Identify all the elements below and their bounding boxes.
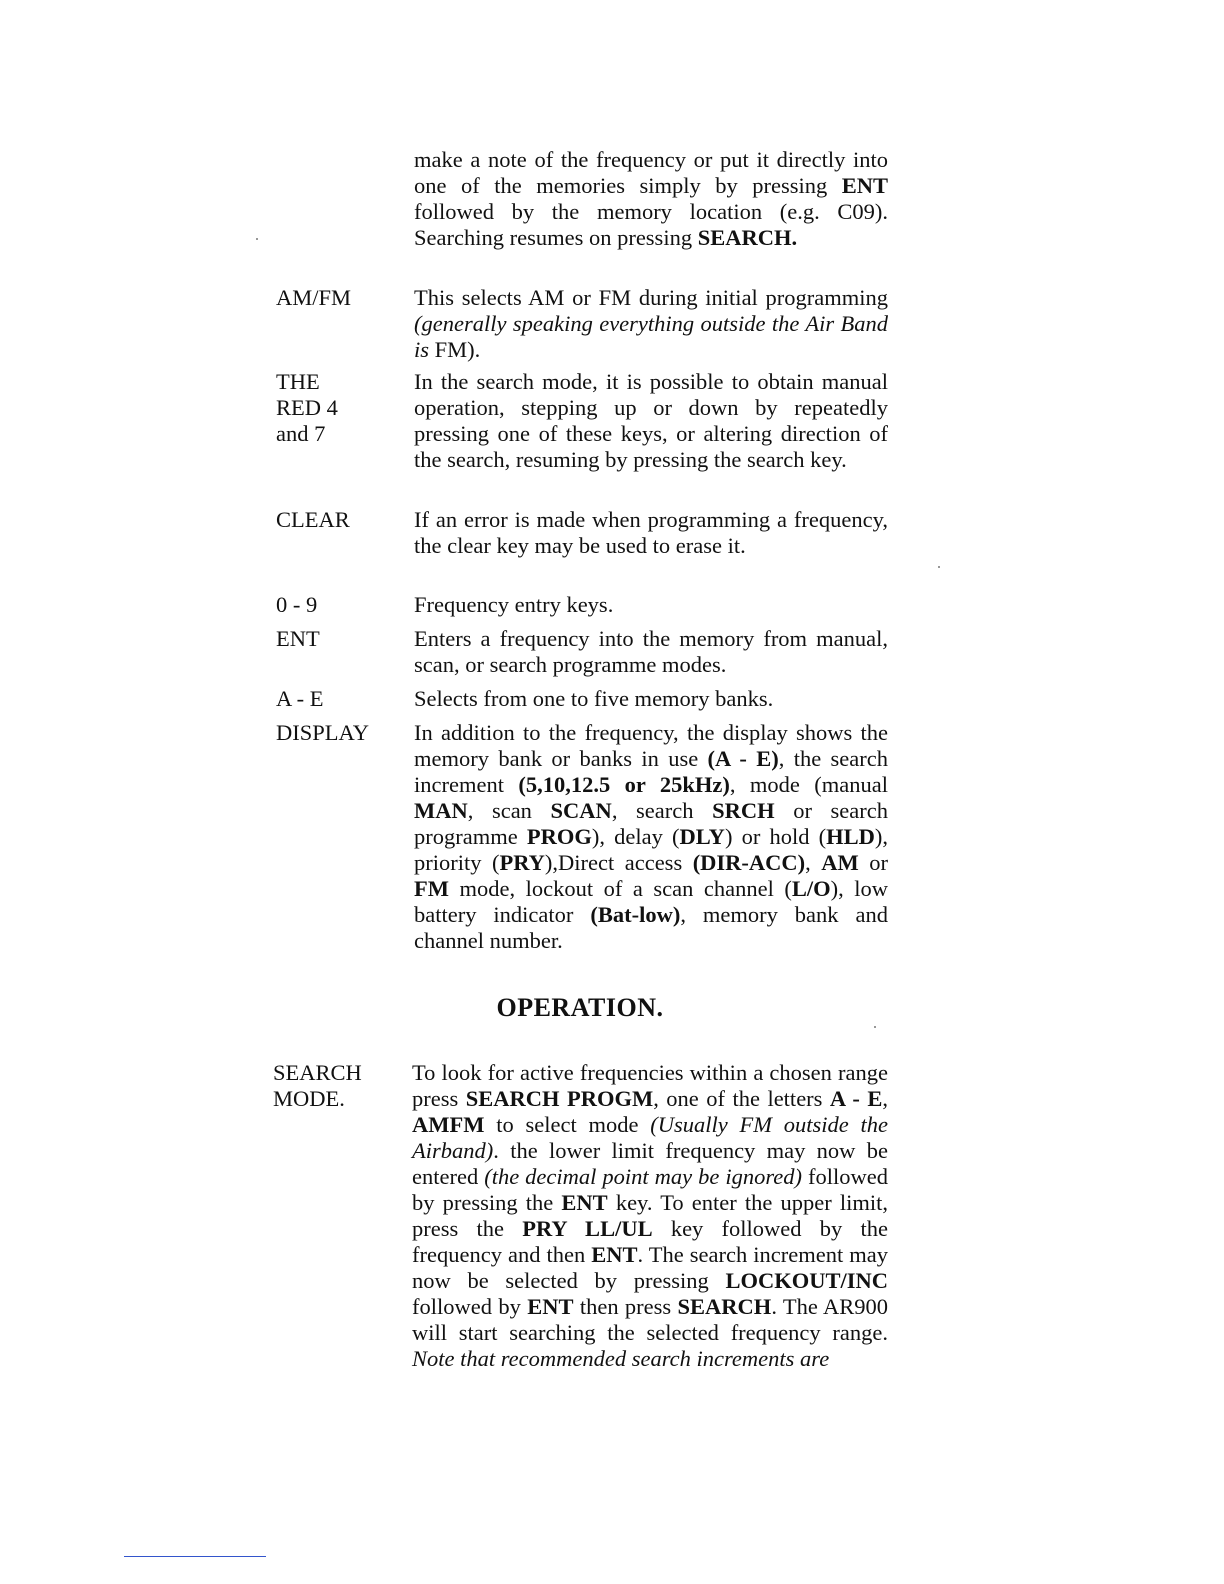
bold-text-run: SRCH <box>712 798 775 823</box>
text-run: ),Direct access <box>544 850 693 875</box>
text-run: . the lower limit frequency may now be entered <box>412 1138 888 1189</box>
text-run: then press <box>573 1294 678 1319</box>
entry-term: AM/FM <box>276 285 352 310</box>
intro-text <box>414 147 888 251</box>
bold-text-run: (DIR-ACC) <box>692 850 806 875</box>
bold-text-run: MAN <box>414 798 468 823</box>
bold-text-run: ENT <box>561 1190 608 1215</box>
bold-text-run: AM <box>821 850 859 875</box>
text-run: followed by <box>412 1294 528 1319</box>
bold-text-run: SEARCH PROGM <box>465 1086 654 1111</box>
entry-description <box>414 285 888 363</box>
scan-speck <box>938 566 940 568</box>
bold-text-run: PROG <box>526 824 592 849</box>
entry-term: CLEAR <box>276 507 350 532</box>
text-run: , scan <box>467 798 551 823</box>
text-run: , search <box>611 798 713 823</box>
text-run: If an error is made when programming a frequency, the clear key may be used to erase it. <box>414 507 888 558</box>
entry-description <box>412 1060 888 1372</box>
text-run: , mode (manual <box>729 772 888 797</box>
entry-description <box>414 369 888 473</box>
bold-text-run: FM <box>414 876 449 901</box>
entry-term: SEARCH MODE. <box>273 1060 362 1111</box>
text-run: To look for active frequencies within a chosen range press <box>412 1060 888 1111</box>
bold-text-run: SEARCH. <box>697 225 798 250</box>
bold-text-run: HLD <box>826 824 875 849</box>
scan-speck <box>256 238 258 240</box>
section-heading: OPERATION. <box>496 993 664 1022</box>
bold-text-run: A - E <box>829 1086 883 1111</box>
bold-text-run: ENT <box>841 173 888 198</box>
bold-text-run: AMFM <box>412 1112 485 1137</box>
entry-description <box>414 720 888 954</box>
text-run: ) or hold ( <box>724 824 827 849</box>
text-run: FM). <box>429 337 481 362</box>
scan-speck <box>874 1026 876 1028</box>
text-run: , the search increment <box>414 746 888 797</box>
text-run: followed by the memory location (e.g. C09). Searching resumes on pressing <box>414 199 888 250</box>
entry-term: 0 - 9 <box>276 592 318 617</box>
text-run: , one of the letters <box>653 1086 830 1111</box>
entry-term: DISPLAY <box>276 720 369 745</box>
text-run: ), delay ( <box>591 824 680 849</box>
text-run: Selects from one to five memory banks. <box>414 686 774 711</box>
bold-text-run: (Bat-low) <box>590 902 681 927</box>
text-run: mode, lockout of a scan channel ( <box>448 876 792 901</box>
entry-term: ENT <box>276 626 320 651</box>
bold-text-run: LOCKOUT/INC <box>725 1268 888 1293</box>
bold-text-run: PRY LL/UL <box>522 1216 653 1241</box>
entry-description <box>414 626 888 678</box>
text-run: to select mode <box>484 1112 651 1137</box>
entry-term: A - E <box>276 686 324 711</box>
text-run: or <box>858 850 889 875</box>
bold-text-run: PRY <box>499 850 545 875</box>
text-run: . The AR900 will start searching the selected frequency range. <box>412 1294 888 1345</box>
bold-text-run: DLY <box>679 824 725 849</box>
italic-text-run: (the decimal point may be ignored) <box>484 1164 803 1189</box>
text-run: Enters a frequency into the memory from manual, scan, or search programme modes. <box>414 626 888 677</box>
bold-text-run: SEARCH <box>677 1294 772 1319</box>
text-run: make a note of the frequency or put it directly into one of the memories simply by pressing <box>414 147 888 198</box>
text-run: followed by pressing the <box>412 1164 888 1215</box>
entry-term: THE RED 4 and 7 <box>276 369 338 446</box>
bold-text-run: ENT <box>527 1294 574 1319</box>
italic-text-run: (Usually FM outside the Airband) <box>412 1112 888 1163</box>
text-run: , <box>882 1086 888 1111</box>
text-run: In addition to the frequency, the display shows the memory bank or banks in use <box>414 720 888 771</box>
bold-text-run: (A - E) <box>707 746 779 771</box>
italic-text-run: (generally speaking everything outside the Air Band is <box>414 311 888 362</box>
text-run: ), priority ( <box>414 824 888 875</box>
text-run: , memory bank and channel number. <box>414 902 888 953</box>
text-run: key. To enter the upper limit, press the <box>412 1190 888 1241</box>
entry-description <box>414 686 888 712</box>
italic-text-run: Note that recommended search increments are <box>412 1346 830 1371</box>
bold-text-run: L/O <box>791 876 831 901</box>
text-run: ), low battery indicator <box>414 876 889 927</box>
bold-text-run: (5,10,12.5 or 25kHz) <box>518 772 730 797</box>
footnote-rule <box>124 1556 266 1557</box>
text-run: or search programme <box>414 798 889 849</box>
text-run: , <box>805 850 822 875</box>
entry-description <box>414 507 888 559</box>
text-run: key followed by the frequency and then <box>412 1216 888 1267</box>
text-run: . The search increment may now be selected by pressing <box>412 1242 888 1293</box>
bold-text-run: ENT <box>591 1242 638 1267</box>
text-run: In the search mode, it is possible to obtain manual operation, stepping up or down by repeatedly pressing one of these keys, or altering direction of the search, resuming by pressing the search key. <box>414 369 888 472</box>
text-run: This selects AM or FM during initial programming <box>414 285 888 310</box>
bold-text-run: SCAN <box>550 798 612 823</box>
entry-description <box>414 592 888 618</box>
text-run: Frequency entry keys. <box>414 592 614 617</box>
